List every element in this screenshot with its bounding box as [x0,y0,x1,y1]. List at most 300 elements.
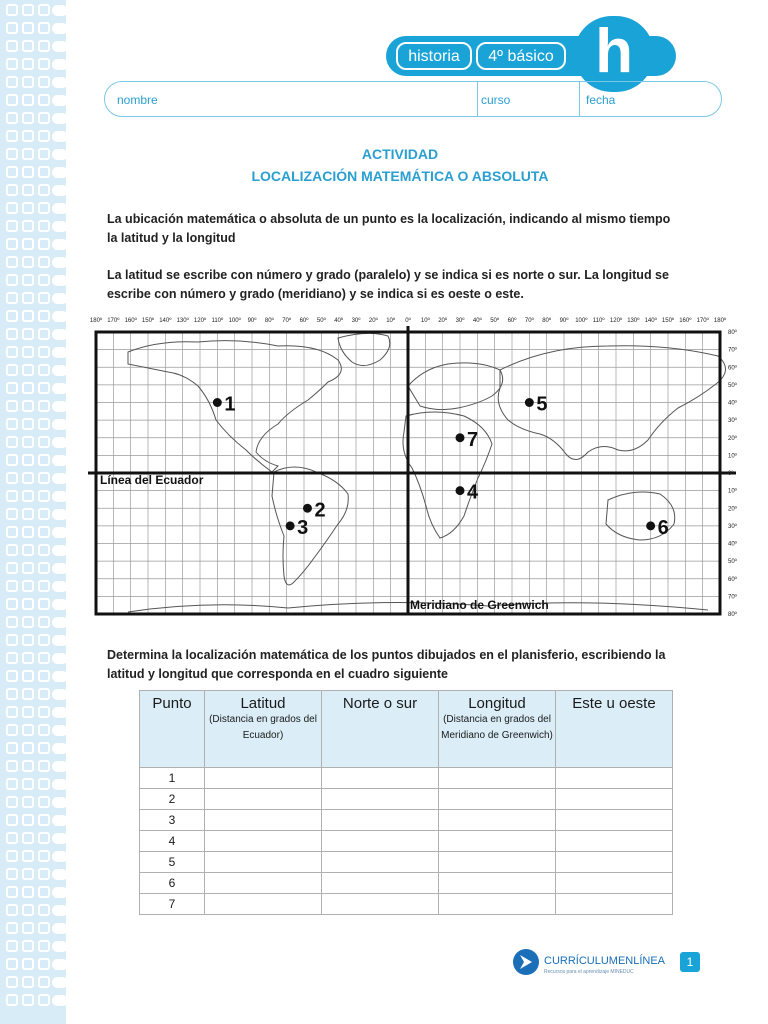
strip-square [38,256,50,268]
strip-square [38,760,50,772]
strip-notch [52,887,66,898]
strip-square [22,346,34,358]
strip-notch [52,851,66,862]
strip-square [38,238,50,250]
longitude-tick-label: 40º [472,318,482,324]
strip-square [38,58,50,70]
point-marker [213,398,222,407]
header-title: Longitud [468,695,526,712]
strip-square [6,490,18,502]
africa-outline [403,412,492,538]
strip-square [22,976,34,988]
strip-square [6,634,18,646]
strip-notch [52,167,66,178]
strip-square [38,598,50,610]
strip-square [6,346,18,358]
answer-cell[interactable] [322,810,439,831]
strip-square [6,868,18,880]
logo-h-icon: h [574,16,654,92]
strip-square [22,706,34,718]
strip-square [6,148,18,160]
divider [477,82,478,116]
longitude-tick-label: 180º [89,318,103,324]
strip-square [6,814,18,826]
point-label: 6 [657,516,669,539]
strip-square [22,778,34,790]
answer-cell[interactable] [205,852,322,873]
map-points [213,394,669,539]
strip-notch [52,41,66,52]
latitude-tick-label: 10º [728,453,737,460]
column-header-east-west [556,691,673,768]
table-row [140,810,673,831]
strip-square [22,292,34,304]
strip-square [38,364,50,376]
answer-cell[interactable] [205,873,322,894]
answer-cell[interactable] [205,810,322,831]
strip-square [38,544,50,556]
strip-square [22,148,34,160]
strip-square [38,436,50,448]
strip-square [6,400,18,412]
longitude-tick-label: 180º [713,318,727,324]
answer-cell[interactable] [556,768,673,789]
answer-cell[interactable] [205,768,322,789]
strip-notch [52,653,66,664]
strip-square [38,184,50,196]
longitude-tick-label: 160º [124,318,137,324]
world-map-planisphere [88,312,748,624]
strip-notch [52,941,66,952]
header-title: Norte o sur [342,695,418,712]
strip-square [6,994,18,1006]
longitude-tick-label: 130º [627,318,640,324]
strip-square [38,688,50,700]
strip-square [38,346,50,358]
decorative-side-strip [0,0,66,1024]
longitude-tick-label: 140º [644,318,657,324]
strip-square [22,508,34,520]
strip-square [38,220,50,232]
intro-line: la latitud y la longitud [107,231,236,245]
answer-cell[interactable] [439,873,556,894]
longitude-tick-label: 10º [386,318,396,324]
strip-square [22,994,34,1006]
student-info-row [104,81,722,117]
answer-cell[interactable] [439,831,556,852]
strip-notch [52,689,66,700]
strip-square [22,832,34,844]
answer-cell[interactable] [556,789,673,810]
header-title: Latitud [240,695,286,712]
longitude-tick-label: 90º [559,318,569,324]
latitude-tick-label: 10º [728,488,737,495]
table-header-row [140,691,673,768]
table-row [140,768,673,789]
strip-square [22,364,34,376]
strip-square [22,490,34,502]
longitude-tick-label: 0º [405,318,411,324]
strip-square [38,148,50,160]
strip-notch [52,977,66,988]
strip-square [38,76,50,88]
strip-square [6,22,18,34]
latitude-tick-label: 80º [728,330,737,336]
answer-cell[interactable] [205,831,322,852]
strip-square [22,418,34,430]
strip-square [38,202,50,214]
strip-square [6,616,18,628]
strip-square [38,292,50,304]
longitude-tick-label: 150º [141,318,155,324]
point-label: 4 [467,481,479,504]
strip-notch [52,617,66,628]
latitude-paragraph [107,266,707,304]
strip-square [6,742,18,754]
strip-notch [52,923,66,934]
activity-title: ACTIVIDAD [361,146,439,162]
strip-square [6,94,18,106]
strip-notch [52,383,66,394]
answer-cell[interactable] [322,852,439,873]
answer-cell[interactable] [322,831,439,852]
strip-square [6,166,18,178]
strip-notch [52,185,66,196]
point-number-cell: 7 [140,894,205,915]
strip-notch [52,509,66,520]
answer-cell[interactable] [322,768,439,789]
answer-cell[interactable] [439,810,556,831]
divider [579,82,580,116]
answer-cell[interactable] [556,831,673,852]
strip-square [22,130,34,142]
strip-square [22,256,34,268]
strip-notch [52,401,66,412]
map-axes [88,326,736,614]
latitude-tick-label: 30º [728,418,737,425]
strip-notch [52,815,66,826]
strip-square [22,598,34,610]
strip-square [22,22,34,34]
latitude-tick-label: 60º [728,576,737,583]
latitude-tick-label: 30º [728,523,737,530]
strip-square [22,670,34,682]
strip-square [6,76,18,88]
strip-notch [52,743,66,754]
table-row [140,894,673,915]
longitude-tick-label: 80º [542,318,552,324]
course-field[interactable]: curso [481,93,511,107]
column-header-longitude [439,691,556,768]
strip-square [6,688,18,700]
strip-square [22,724,34,736]
latitude-tick-label: 80º [728,612,737,618]
column-header-north-south [322,691,439,768]
intro-line: La ubicación matemática o absoluta de un punto es la localización, indicando al mismo tiempo [107,212,671,226]
answer-cell[interactable] [205,789,322,810]
point-label: 5 [536,393,548,416]
point-marker [456,433,465,442]
strip-square [6,220,18,232]
strip-square [22,814,34,826]
strip-square [38,166,50,178]
logo-tagline: Recursos para el aprendizaje MINEDUC [544,969,634,975]
longitude-tick-label: 140º [159,318,172,324]
strip-square [22,796,34,808]
date-field[interactable]: fecha [586,93,616,107]
strip-square [38,670,50,682]
strip-square [22,328,34,340]
strip-square [6,40,18,52]
strip-square [38,706,50,718]
strip-notch [52,131,66,142]
longitude-tick-label: 120º [609,318,623,324]
longitude-tick-label: 50º [316,318,326,324]
strip-square [22,184,34,196]
latitude-tick-label: 20º [728,506,737,513]
point-number-cell: 6 [140,873,205,894]
strip-square [22,400,34,412]
latitude-tick-label: 70º [728,347,737,354]
strip-square [22,166,34,178]
greenwich-label: Meridiano de Greenwich [410,598,549,612]
strip-square [22,220,34,232]
strip-notch [52,365,66,376]
strip-square [38,994,50,1006]
answer-cell[interactable] [439,894,556,915]
strip-square [6,472,18,484]
strip-square [38,850,50,862]
strip-square [38,328,50,340]
strip-square [38,904,50,916]
strip-square [38,796,50,808]
strip-square [38,958,50,970]
strip-square [6,760,18,772]
strip-square [38,22,50,34]
strip-square [6,670,18,682]
strip-square [38,814,50,826]
point-marker [456,486,465,495]
strip-notch [52,545,66,556]
table-row [140,789,673,810]
activity-subtitle: LOCALIZACIÓN MATEMÁTICA O ABSOLUTA [251,168,549,184]
answer-cell[interactable] [556,810,673,831]
strip-square [6,886,18,898]
column-header-latitude [205,691,322,768]
strip-notch [52,239,66,250]
strip-square [22,742,34,754]
strip-square [22,94,34,106]
strip-square [6,976,18,988]
map-tick-labels [90,317,738,618]
answer-cell[interactable] [556,873,673,894]
strip-square [22,310,34,322]
strip-square [6,4,18,16]
name-field[interactable]: nombre [117,93,158,107]
task-paragraph [107,646,707,684]
latitude-tick-label: 20º [728,435,737,442]
strip-square [38,382,50,394]
latitude-tick-label: 0º [728,471,734,477]
answer-cell[interactable] [439,768,556,789]
strip-notch [52,599,66,610]
strip-square [22,40,34,52]
strip-square [38,418,50,430]
answer-cell[interactable] [322,789,439,810]
longitude-tick-label: 30º [351,318,361,324]
longitude-tick-label: 20º [438,318,448,324]
longitude-tick-label: 10º [420,318,430,324]
strip-square [22,886,34,898]
strip-square [6,778,18,790]
task-line: latitud y longitud que corresponda en el cuadro siguiente [107,667,449,681]
answer-cell[interactable] [439,789,556,810]
strip-square [38,526,50,538]
point-number-cell: 5 [140,852,205,873]
strip-notch [52,347,66,358]
longitude-tick-label: 170º [107,318,120,324]
longitude-tick-label: 120º [193,318,207,324]
strip-square [38,400,50,412]
point-number-cell: 4 [140,831,205,852]
strip-notch [52,995,66,1006]
latitude-tick-label: 40º [728,541,737,548]
latitude-tick-label: 50º [728,382,737,389]
table-row [140,852,673,873]
point-label: 2 [314,499,326,522]
strip-notch [52,221,66,232]
longitude-tick-label: 40º [334,318,344,324]
strip-square [22,562,34,574]
strip-square [6,832,18,844]
strip-square [6,580,18,592]
strip-square [22,76,34,88]
strip-notch [52,311,66,322]
header-note: (Distancia en grados del Ecuador) [209,714,317,741]
strip-square [22,436,34,448]
strip-notch [52,329,66,340]
strip-notch [52,635,66,646]
strip-square [6,544,18,556]
strip-square [22,760,34,772]
header-title: Este u oeste [572,695,656,712]
point-label: 1 [224,393,236,416]
strip-square [22,652,34,664]
strip-square [38,724,50,736]
strip-notch [52,113,66,124]
longitude-tick-label: 150º [661,318,675,324]
longitude-tick-label: 110º [592,318,605,324]
answer-cell[interactable] [322,894,439,915]
strip-square [6,850,18,862]
strip-square [6,328,18,340]
equator-label: Línea del Ecuador [100,473,204,487]
latitude-tick-label: 70º [728,594,737,601]
header-note: (Distancia en grados del Meridiano de Greenwich) [441,714,553,741]
intro-paragraph [107,210,707,248]
strip-notch [52,275,66,286]
strip-square [38,130,50,142]
strip-notch [52,707,66,718]
strip-notch [52,959,66,970]
strip-square [38,634,50,646]
answer-cell[interactable] [556,894,673,915]
answer-cell[interactable] [205,894,322,915]
strip-notch [52,473,66,484]
longitude-tick-label: 60º [299,318,309,324]
strip-square [6,598,18,610]
strip-square [6,940,18,952]
longitude-tick-label: 100º [228,318,241,324]
strip-square [38,112,50,124]
strip-square [38,454,50,466]
strip-notch [52,581,66,592]
answer-table [139,690,673,915]
strip-square [6,706,18,718]
strip-square [38,94,50,106]
strip-square [38,778,50,790]
longitude-tick-label: 160º [679,318,692,324]
strip-square [22,634,34,646]
page-number: 1 [680,952,700,972]
strip-square [6,202,18,214]
strip-square [6,904,18,916]
strip-square [6,562,18,574]
longitude-tick-label: 80º [264,318,274,324]
strip-square [38,274,50,286]
strip-square [38,562,50,574]
answer-cell[interactable] [439,852,556,873]
strip-notch [52,761,66,772]
strip-square [6,436,18,448]
strip-square [22,904,34,916]
longitude-tick-label: 130º [176,318,189,324]
strip-square [38,40,50,52]
strip-notch [52,527,66,538]
point-number-cell: 1 [140,768,205,789]
strip-square [38,832,50,844]
latitude-line: La latitud se escribe con número y grado (paralelo) y se indica si es norte o sur. La longitud se [107,268,669,282]
strip-notch [52,5,66,16]
strip-square [38,976,50,988]
point-marker [646,521,655,530]
strip-square [22,922,34,934]
point-number-cell: 3 [140,810,205,831]
strip-square [6,184,18,196]
answer-cell[interactable] [556,852,673,873]
answer-cell[interactable] [322,873,439,894]
strip-notch [52,491,66,502]
strip-notch [52,59,66,70]
strip-square [38,922,50,934]
strip-square [6,652,18,664]
strip-square [22,58,34,70]
strip-notch [52,797,66,808]
longitude-tick-label: 20º [368,318,378,324]
strip-square [22,4,34,16]
strip-square [6,454,18,466]
longitude-tick-label: 30º [455,318,465,324]
strip-square [22,526,34,538]
strip-square [22,382,34,394]
column-header-point [140,691,205,768]
strip-square [6,796,18,808]
grade-label: 4º básico [476,42,566,70]
curriculum-en-linea-logo [512,948,672,982]
strip-square [6,508,18,520]
strip-notch [52,23,66,34]
strip-square [6,58,18,70]
